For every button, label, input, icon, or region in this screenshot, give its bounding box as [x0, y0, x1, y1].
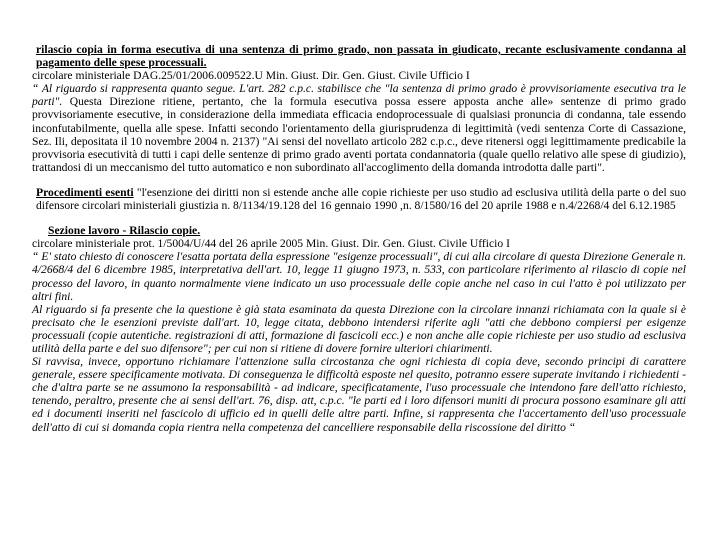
section-esenti [32, 186, 686, 212]
document-page [32, 43, 686, 434]
section-esecutiva [32, 43, 686, 174]
quoted-circular [32, 250, 686, 433]
section-title-esenti: Procedimenti esenti [36, 185, 134, 199]
section-title-lavoro: Sezione lavoro - Rilascio copie. [48, 224, 201, 238]
quote-italic: “ Al riguardo si rappresenta quanto segue. L'art. 282 c.p.c. stabilisce che "la sentenza di primo grado è provvisoriamente esecutiva tra le parti". [32, 82, 686, 109]
spacer [32, 212, 686, 224]
body-text: "l'esenzione dei diritti non si estende anche alle copie richieste per uso studio ad esclusiva utilità della parte o del suo difensore circolari ministeriali giustizia n. 8/1134/19.128 del 16 gennaio 1990 ,n. 8/1580/16 del 20 aprile 1988 e n.4/2268/4 del 6.12.1985 [36, 185, 686, 213]
quote-paragraph: Si ravvisa, invece, opportuno richiamare l'attenzione sulla circostanza che ogni richiesta di copia deve, secondo principi di carattere generale, essere specificamente motivata. Di conseguenza le difficoltà esposte nel quesito, potranno essere superate invitando i richiedenti - che d'altra parte se ne assumono la responsabilità - ad indicare, specificatamente, l'uso processuale che intendono fare dell'atto richiesto, tenendo, peraltro, presente che ai sensi dell'art. 76, disp. att, c.p.c. "le parti ed i loro difensori muniti di procura possono esaminare gli atti ed i documenti inseriti nel fascicolo di ufficio ed in quelli delle altre parti. Infine, si rappresenta che l'accertamento dell'uso processuale dell'atto di cui si domanda copia rientra nella competenza del cancelliere responsabile della riscossione del diritto “ [32, 355, 686, 434]
quote-paragraph: “ E' stato chiesto di conoscere l'esatta portata della espressione "esigenze processuali", di cui alla circolare di questa Direzione Generale n. 4/2668/4 del 6 dicembre 1985, interpretativa dell'art. 10, legge 11 giugno 1973, n. 533, con particolare riferimento al rilascio di copie nel processo del lavoro, in quanto normalmente viene indicato un uso processuale delle copie anche nel caso in cui l'atto è poi utilizzato per altri fini. [32, 250, 686, 303]
body-text: Questa Direzione ritiene, pertanto, che la formula esecutiva possa essere apposta anche alle» sentenze di primo grado provvisoriamente esecutive, in considerazione della immediata efficacia endoprocessuale di qualsiasi pronuncia di condanna, tale essendo inconfutabilmente, quella alle spese. Infatti secondo l'orientamento della giurisprudenza di legittimità (vedi sentenza Corte di Cassazione, Sez. Ili, depositata il 10 novembre 2004 n. 2137) "Ai sensi del novellato articolo 282 c.p.c., deve ritenersi oggi legittimamente predicabile la provvisoria esecutività di tutti i capi delle sentenze di primo grado aventi portata condannatoria (quale quello relativo alle spese di giudizio), trattandosi di un meccanismo del tutto automatico e non subordinato all'accoglimento della domanda introdotta dalle parti". [32, 95, 686, 174]
spacer [32, 174, 686, 186]
section-lavoro [32, 224, 686, 434]
quote-paragraph: Al riguardo si fa presente che la questione è già stata esaminata da questa Direzione con la circolare innanzi richiamata con la quale si è precisato che le esenzioni previste dall'art. 10, legge citata, debbono intendersi riferite agli "atti che debbono compiersi per esigenze processuali (copie autentiche. registrazioni di atti, formazione di fascicoli ecc.) e non anche alle copie richieste per uso studio ad esclusiva utilità della parte e del suo difensore"; per cui non si ritiene di dovere fornire ulteriori chiarimenti. [32, 302, 686, 355]
circular-reference: circolare ministeriale DAG.25/01/2006.009522.U Min. Giust. Dir. Gen. Giust. Civile Ufficio I [32, 69, 470, 83]
section-body-esecutiva [32, 82, 686, 174]
circular-reference: circolare ministeriale prot. 1/5004/U/44 del 26 aprile 2005 Min. Giust. Dir. Gen. Giust. Civile Ufficio I [32, 237, 510, 251]
section-title-esecutiva: rilascio copia in forma esecutiva di una sentenza di primo grado, non passata in giudicato, recante esclusivamente condanna al pagamento delle spese processuali. [36, 43, 686, 70]
section-body-esenti [32, 186, 686, 212]
